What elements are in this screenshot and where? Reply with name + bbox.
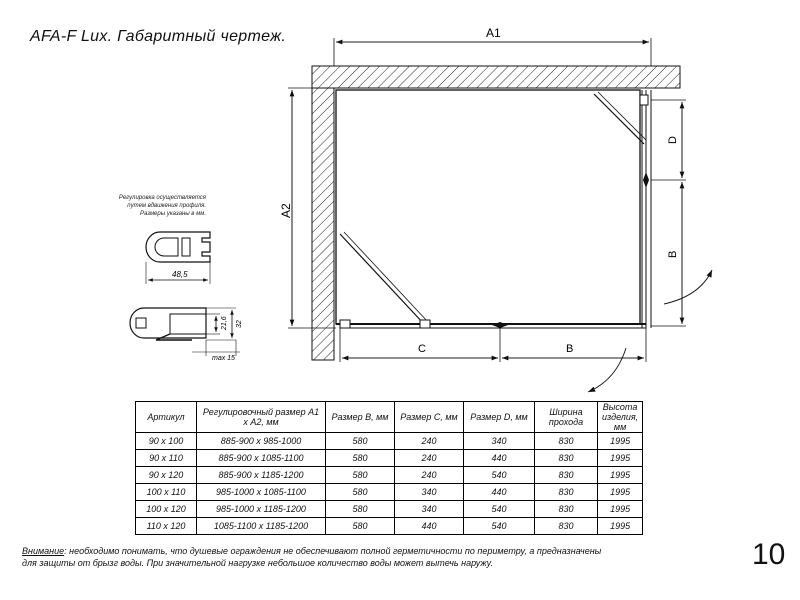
cell: 580 xyxy=(326,501,395,518)
cell: 540 xyxy=(464,467,535,484)
col-height: Высота изделия, мм xyxy=(598,402,643,433)
table-row xyxy=(136,467,643,484)
dim-a1: A1 xyxy=(486,26,501,40)
cell: 90 x 110 xyxy=(136,450,197,467)
cell: 540 xyxy=(464,501,535,518)
cell: 830 xyxy=(535,501,598,518)
cell: 1995 xyxy=(598,501,643,518)
dim-a2: A2 xyxy=(279,203,293,218)
profile-section-bottom xyxy=(130,308,243,362)
profile-note xyxy=(96,194,206,218)
profile-max: max 15 xyxy=(212,355,235,362)
profile-note-line2: путем вдвижения профиля. xyxy=(127,203,206,209)
cell: 240 xyxy=(395,467,464,484)
cell: 340 xyxy=(464,433,535,450)
cell: 540 xyxy=(464,518,535,535)
profile-width: 48,5 xyxy=(172,270,188,279)
table-row xyxy=(136,501,643,518)
cell: 1995 xyxy=(598,450,643,467)
cell: 1995 xyxy=(598,484,643,501)
door-top xyxy=(594,94,644,144)
profile-h2: 32 xyxy=(236,320,243,328)
warning-label: Внимание xyxy=(22,546,65,556)
cell: 440 xyxy=(464,484,535,501)
cell: 830 xyxy=(535,433,598,450)
warning-text-line1: : необходимо понимать, что душевые ограждения не обеспечивают полной герметичности по периметру, а предназначены xyxy=(64,546,602,556)
cell: 830 xyxy=(535,484,598,501)
cell: 580 xyxy=(326,433,395,450)
col-size-b: Размер В, мм xyxy=(326,402,395,433)
cell: 240 xyxy=(395,433,464,450)
cell: 885-900 x 1185-1200 xyxy=(197,467,326,484)
cell: 110 x 120 xyxy=(136,518,197,535)
warning-note xyxy=(22,545,672,569)
cell: 985-1000 x 1185-1200 xyxy=(197,501,326,518)
wall-top xyxy=(312,66,680,88)
cell: 885-900 x 1085-1100 xyxy=(197,450,326,467)
cell: 1995 xyxy=(598,433,643,450)
warning-text-line2: для защиты от брызг воды. При значительной нагрузке небольшое количество воды может вытечь наружу. xyxy=(22,558,494,568)
dim-c: C xyxy=(418,343,426,355)
cell: 885-900 x 985-1000 xyxy=(197,433,326,450)
col-passage-width: Ширина прохода xyxy=(535,402,598,433)
cell: 580 xyxy=(326,518,395,535)
cell: 830 xyxy=(535,450,598,467)
col-adjust-size: Регулировочный размер А1 х А2, мм xyxy=(197,402,326,433)
cell: 830 xyxy=(535,518,598,535)
cell: 1085-1100 x 1185-1200 xyxy=(197,518,326,535)
cell: 340 xyxy=(395,501,464,518)
profile-note-line3: Размеры указаны в мм. xyxy=(140,211,206,217)
swing-arrow-bottom xyxy=(588,348,626,392)
col-size-d: Размер D, мм xyxy=(464,402,535,433)
cell: 340 xyxy=(395,484,464,501)
cell: 100 x 120 xyxy=(136,501,197,518)
table-row xyxy=(136,433,643,450)
cell: 580 xyxy=(326,484,395,501)
cell: 1995 xyxy=(598,467,643,484)
cell: 985-1000 x 1085-1100 xyxy=(197,484,326,501)
dim-b-side: B xyxy=(667,250,679,258)
cell: 580 xyxy=(326,467,395,484)
profile-note-line1: Регулировка осуществляется xyxy=(118,195,206,201)
profile-h1: 21,6 xyxy=(221,316,228,330)
cell: 100 x 110 xyxy=(136,484,197,501)
cell: 90 x 120 xyxy=(136,467,197,484)
table-row xyxy=(136,450,643,467)
cell: 830 xyxy=(535,467,598,484)
cell: 90 x 100 xyxy=(136,433,197,450)
spec-table xyxy=(135,401,643,535)
dim-d: D xyxy=(667,136,679,144)
profile-section-top xyxy=(146,232,210,284)
tray-outline xyxy=(336,90,640,324)
door-left xyxy=(340,234,424,324)
col-size-c: Размер С, мм xyxy=(395,402,464,433)
page-number: 10 xyxy=(752,538,786,571)
cell: 580 xyxy=(326,450,395,467)
cell: 440 xyxy=(395,518,464,535)
cell: 440 xyxy=(464,450,535,467)
page-title: AFA-F Lux. Габаритный чертеж. xyxy=(30,28,287,45)
swing-arrow-right xyxy=(664,270,712,304)
cell: 1995 xyxy=(598,518,643,535)
table-row xyxy=(136,484,643,501)
table-header-row xyxy=(136,402,643,433)
col-article: Артикул xyxy=(136,402,197,433)
cell: 240 xyxy=(395,450,464,467)
wall-left xyxy=(312,88,334,360)
table-row xyxy=(136,518,643,535)
dim-b-bottom: B xyxy=(566,343,574,355)
